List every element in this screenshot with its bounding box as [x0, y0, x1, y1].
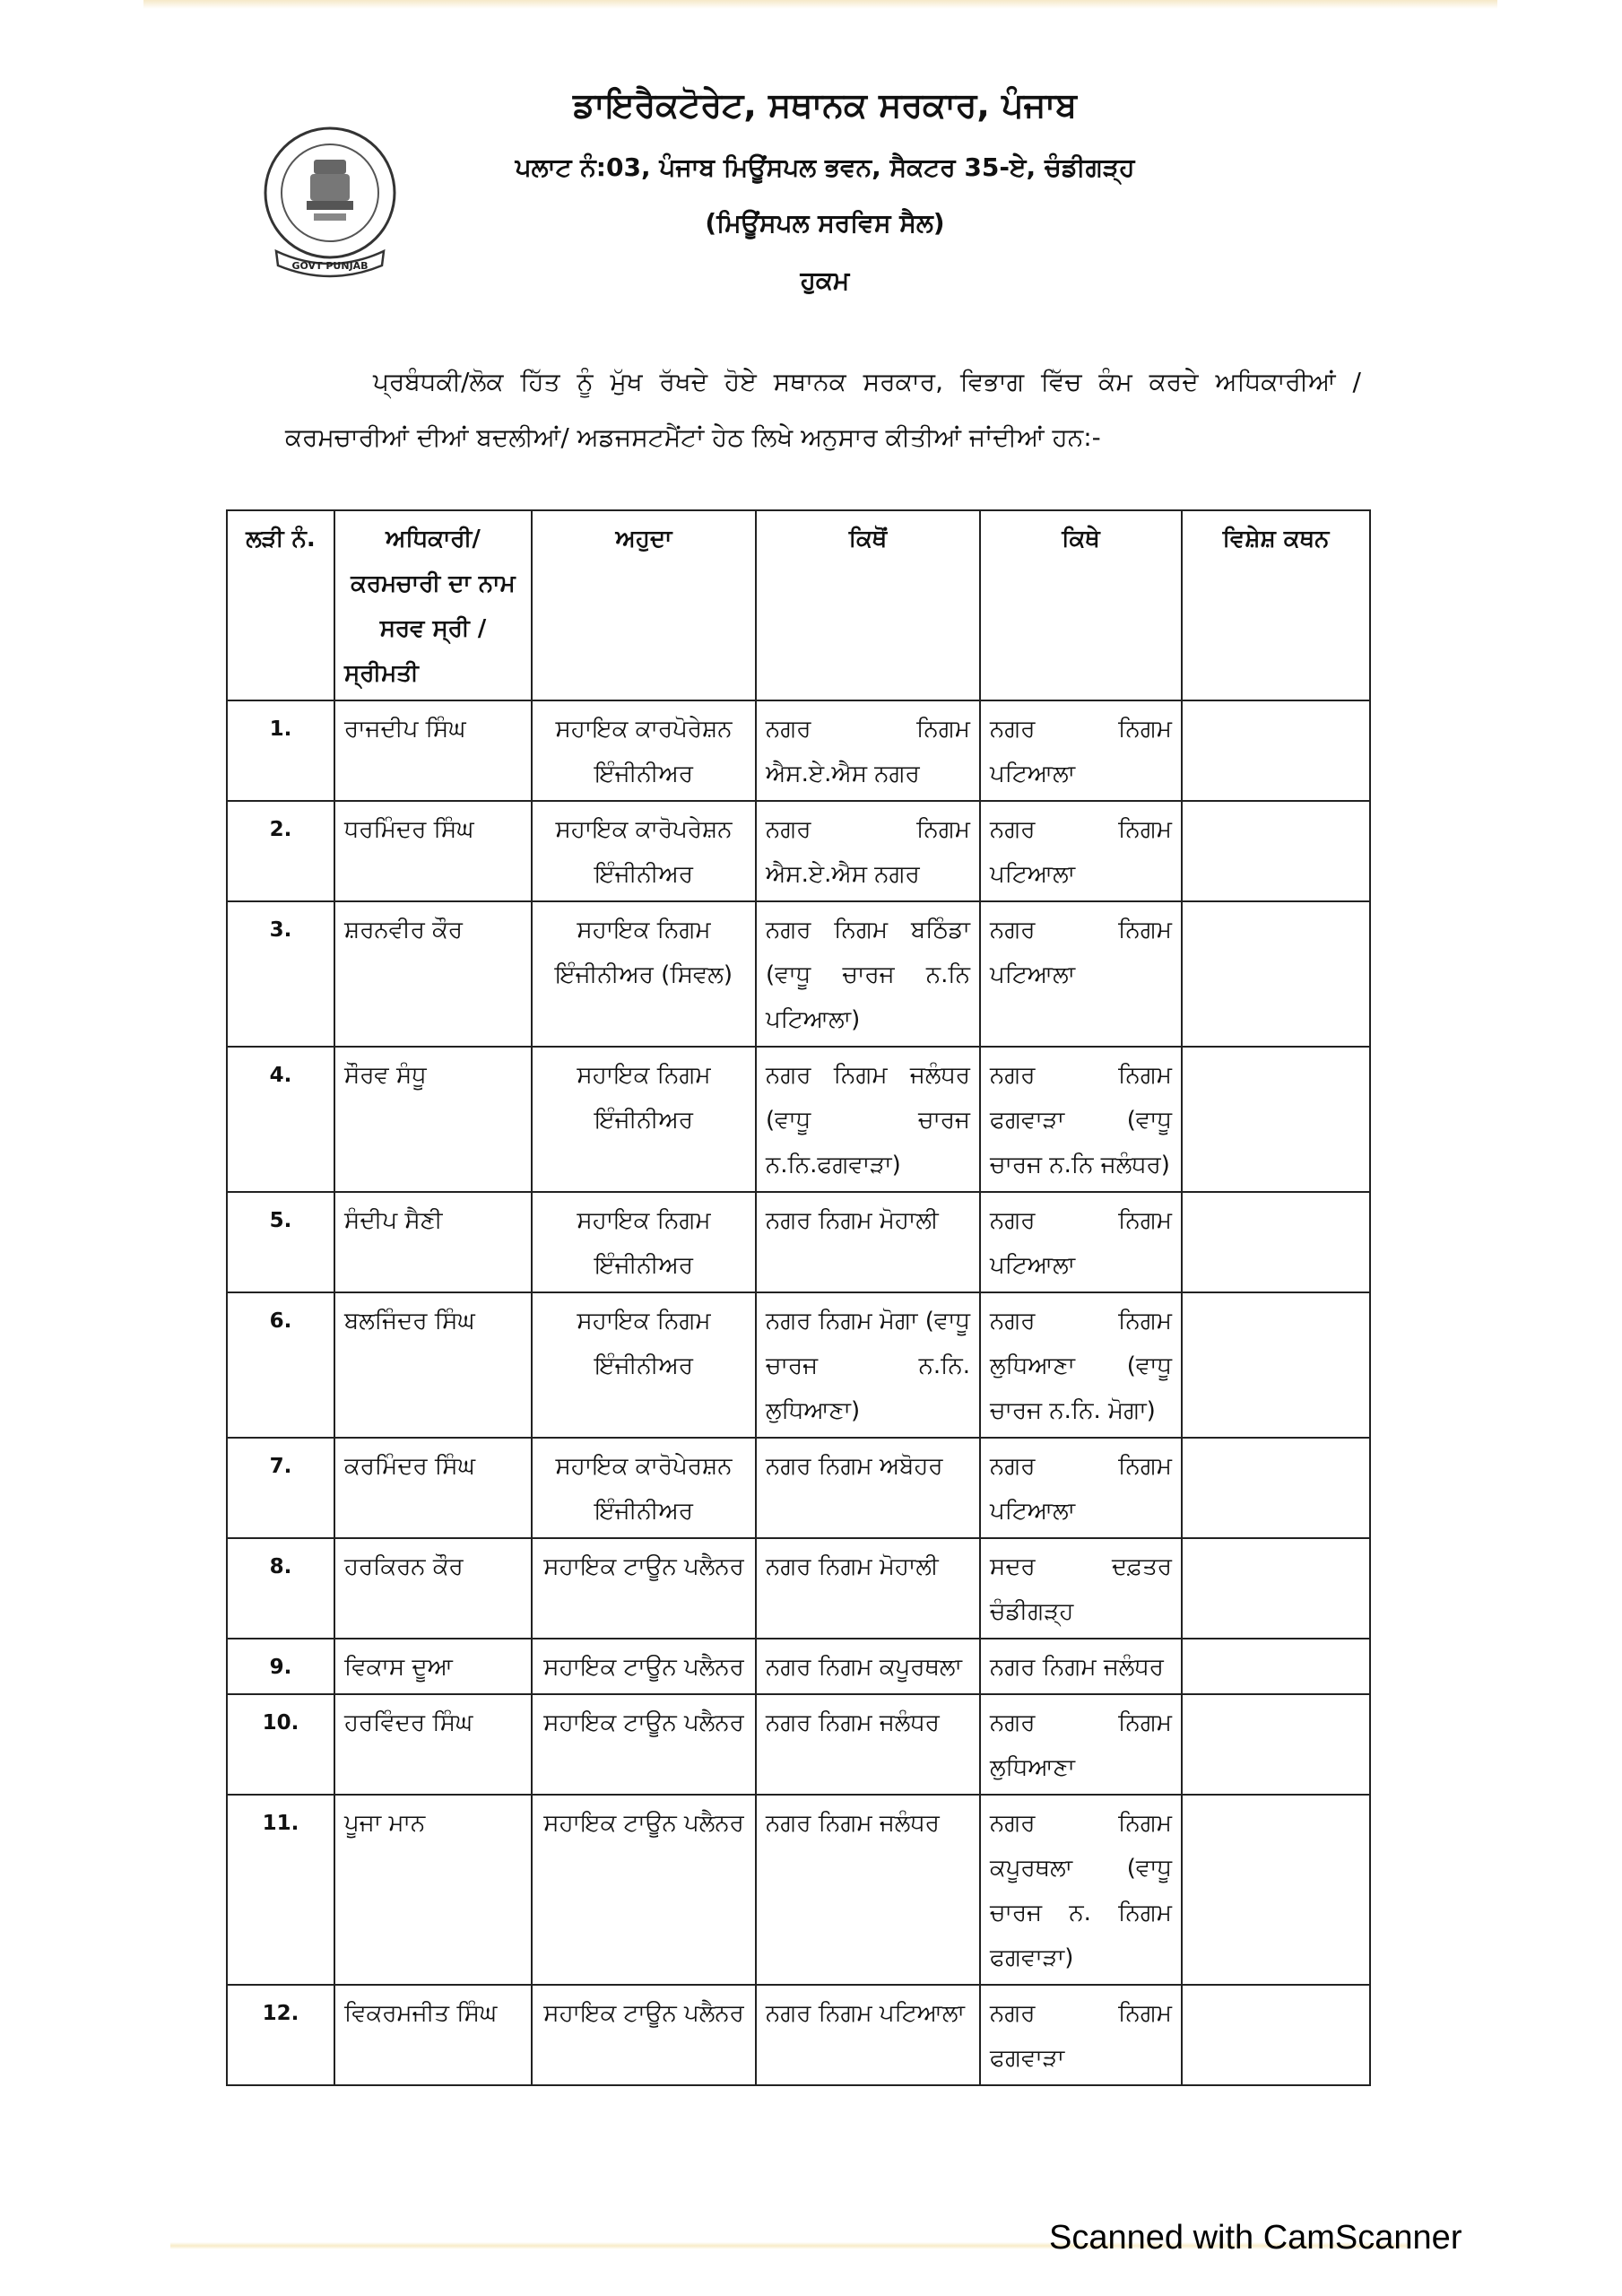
cell-to: ਨਗਰ ਨਿਗਮ ਲੁਧਿਆਣਾ (ਵਾਧੂ ਚਾਰਜ ਨ.ਨਿ. ਮੋਗਾ) [980, 1292, 1182, 1438]
cell-sno: 9. [227, 1639, 334, 1694]
cell-name: ਵਿਕਰਮਜੀਤ ਸਿੰਘ [334, 1985, 532, 2085]
cell-from: ਨਗਰ ਨਿਗਮ ਪਟਿਆਲਾ [756, 1985, 980, 2085]
cell-sno: 12. [227, 1985, 334, 2085]
letterhead-address: ਪਲਾਟ ਨੰ:03, ਪੰਜਾਬ ਮਿਊਂਸਪਲ ਭਵਨ, ਸੈਕਟਰ 35-ਏ, ਚੰਡੀਗੜ੍ਹ [515, 152, 1135, 182]
cell-to: ਨਗਰ ਨਿਗਮ ਪਟਿਆਲਾ [980, 700, 1182, 801]
cell-name: ਸੰਦੀਪ ਸੈਣੀ [334, 1192, 532, 1292]
cell-from: ਨਗਰ ਨਿਗਮ ਮੋਹਾਲੀ [756, 1192, 980, 1292]
camscanner-watermark: Scanned with CamScanner [1049, 2219, 1462, 2257]
cell-from: ਨਗਰ ਨਿਗਮ ਕਪੂਰਥਲਾ [756, 1639, 980, 1694]
cell-remarks [1182, 1438, 1370, 1538]
cell-designation: ਸਹਾਇਕ ਨਿਗਮ ਇੰਜੀਨੀਅਰ [532, 1292, 756, 1438]
cell-sno: 1. [227, 700, 334, 801]
cell-designation: ਸਹਾਇਕ ਕਾਰੋਪੇਰਸ਼ਨ ਇੰਜੀਨੀਅਰ [532, 1438, 756, 1538]
table-row [227, 1192, 1370, 1292]
cell-remarks [1182, 700, 1370, 801]
table-row [227, 700, 1370, 801]
cell-remarks [1182, 1694, 1370, 1795]
cell-sno: 5. [227, 1192, 334, 1292]
cell-from: ਨਗਰ ਨਿਗਮ ਅਬੋਹਰ [756, 1438, 980, 1538]
col-header-designation: ਅਹੁਦਾ [532, 510, 756, 700]
cell-to: ਨਗਰ ਨਿਗਮ ਜਲੰਧਰ [980, 1639, 1182, 1694]
table-row [227, 901, 1370, 1047]
cell-remarks [1182, 901, 1370, 1047]
cell-from: ਨਗਰ ਨਿਗਮ ਬਠਿੰਡਾ (ਵਾਧੂ ਚਾਰਜ ਨ.ਨਿ ਪਟਿਆਲਾ) [756, 901, 980, 1047]
cell-from: ਨਗਰ ਨਿਗਮ ਜਲੰਧਰ [756, 1795, 980, 1985]
table-row [227, 1795, 1370, 1985]
cell-remarks [1182, 1192, 1370, 1292]
cell-name: ਕਰਮਿੰਦਰ ਸਿੰਘ [334, 1438, 532, 1538]
table-row [227, 801, 1370, 901]
cell-from: ਨਗਰ ਨਿਗਮ ਐਸ.ਏ.ਐਸ ਨਗਰ [756, 700, 980, 801]
cell-name: ਵਿਕਾਸ ਦੂਆ [334, 1639, 532, 1694]
table-row [227, 1639, 1370, 1694]
cell-sno: 6. [227, 1292, 334, 1438]
cell-from: ਨਗਰ ਨਿਗਮ ਮੋਹਾਲੀ [756, 1538, 980, 1639]
cell-name: ਬਲਜਿੰਦਰ ਸਿੰਘ [334, 1292, 532, 1438]
cell-sno: 10. [227, 1694, 334, 1795]
cell-to: ਨਗਰ ਨਿਗਮ ਫਗਵਾੜਾ [980, 1985, 1182, 2085]
cell-sno: 2. [227, 801, 334, 901]
cell-name: ਹਰਵਿੰਦਰ ਸਿੰਘ [334, 1694, 532, 1795]
col-header-sno: ਲੜੀ ਨੰ. [227, 510, 334, 700]
cell-designation: ਸਹਾਇਕ ਨਿਗਮ ਇੰਜੀਨੀਅਰ [532, 1192, 756, 1292]
cell-to: ਨਗਰ ਨਿਗਮ ਲੁਧਿਆਣਾ [980, 1694, 1182, 1795]
cell-from: ਨਗਰ ਨਿਗਮ ਐਸ.ਏ.ਐਸ ਨਗਰ [756, 801, 980, 901]
cell-designation: ਸਹਾਇਕ ਕਾਰੋਪਰੇਸ਼ਨ ਇੰਜੀਨੀਅਰ [532, 801, 756, 901]
cell-remarks [1182, 1538, 1370, 1639]
cell-designation: ਸਹਾਇਕ ਨਿਗਮ ਇੰਜੀਨੀਅਰ [532, 1047, 756, 1192]
cell-name: ਸ਼ਰਨਵੀਰ ਕੌਰ [334, 901, 532, 1047]
cell-to: ਨਗਰ ਨਿਗਮ ਪਟਿਆਲਾ [980, 1192, 1182, 1292]
cell-to: ਨਗਰ ਨਿਗਮ ਫਗਵਾੜਾ (ਵਾਧੂ ਚਾਰਜ ਨ.ਨਿ ਜਲੰਧਰ) [980, 1047, 1182, 1192]
letterhead [421, 85, 1228, 296]
cell-to: ਨਗਰ ਨਿਗਮ ਪਟਿਆਲਾ [980, 1438, 1182, 1538]
cell-name: ਪੂਜਾ ਮਾਨ [334, 1795, 532, 1985]
col-header-from: ਕਿਥੋਂ [756, 510, 980, 700]
order-heading: ਹੁਕਮ [800, 265, 850, 295]
table-header-row [227, 510, 1370, 700]
intro-paragraph: ਪ੍ਰਬੰਧਕੀ/ਲੋਕ ਹਿੱਤ ਨੂੰ ਮੁੱਖ ਰੱਖਦੇ ਹੋਏ ਸਥਾਨਕ ਸਰਕਾਰ, ਵਿਭਾਗ ਵਿੱਚ ਕੰਮ ਕਰਦੇ ਅਧਿਕਾਰੀਆਂ / ਕਰਮਚਾਰੀਆਂ ਦੀਆਂ ਬਦਲੀਆਂ/ ਅਡਜਸਟਮੈਂਟਾਂ ਹੇਠ ਲਿਖੇ ਅਨੁਸਾਰ ਕੀਤੀਆਂ ਜਾਂਦੀਆਂ ਹਨ:- [285, 367, 1361, 452]
cell-designation: ਸਹਾਇਕ ਕਾਰਪੋਰੇਸ਼ਨ ਇੰਜੀਨੀਅਰ [532, 700, 756, 801]
cell-name: ਧਰਮਿੰਦਰ ਸਿੰਘ [334, 801, 532, 901]
cell-remarks [1182, 1985, 1370, 2085]
letterhead-title: ਡਾਇਰੈਕਟੋਰੇਟ, ਸਥਾਨਕ ਸਰਕਾਰ, ਪੰਜਾਬ [573, 85, 1077, 125]
cell-remarks [1182, 1639, 1370, 1694]
cell-designation: ਸਹਾਇਕ ਟਾਊਨ ਪਲੈਨਰ [532, 1639, 756, 1694]
table-row [227, 1694, 1370, 1795]
cell-to: ਨਗਰ ਨਿਗਮ ਕਪੂਰਥਲਾ (ਵਾਧੂ ਚਾਰਜ ਨ. ਨਿਗਮ ਫਗਵਾੜਾ) [980, 1795, 1182, 1985]
cell-from: ਨਗਰ ਨਿਗਮ ਜਲੰਧਰ [756, 1694, 980, 1795]
table-row [227, 1047, 1370, 1192]
col-header-remarks: ਵਿਸ਼ੇਸ਼ ਕਥਨ [1182, 510, 1370, 700]
cell-name: ਹਰਕਿਰਨ ਕੌਰ [334, 1538, 532, 1639]
col-header-name: ਅਧਿਕਾਰੀ/ ਕਰਮਚਾਰੀ ਦਾ ਨਾਮ ਸਰਵ ਸ੍ਰੀ /ਸ੍ਰੀਮਤੀ [334, 510, 532, 700]
scan-top-edge [143, 0, 1497, 9]
table-row [227, 1292, 1370, 1438]
table-row [227, 1985, 1370, 2085]
table-row [227, 1538, 1370, 1639]
cell-designation: ਸਹਾਇਕ ਟਾਊਨ ਪਲੈਨਰ [532, 1694, 756, 1795]
col-header-to: ਕਿਥੇ [980, 510, 1182, 700]
cell-designation: ਸਹਾਇਕ ਨਿਗਮ ਇੰਜੀਨੀਅਰ (ਸਿਵਲ) [532, 901, 756, 1047]
cell-designation: ਸਹਾਇਕ ਟਾਊਨ ਪਲੈਨਰ [532, 1538, 756, 1639]
cell-name: ਸੌਰਵ ਸੰਧੂ [334, 1047, 532, 1192]
cell-remarks [1182, 1292, 1370, 1438]
seal-text: GOVT PUNJAB [291, 260, 369, 272]
cell-to: ਨਗਰ ਨਿਗਮ ਪਟਿਆਲਾ [980, 901, 1182, 1047]
cell-sno: 3. [227, 901, 334, 1047]
cell-remarks [1182, 801, 1370, 901]
cell-to: ਸਦਰ ਦਫ਼ਤਰ ਚੰਡੀਗੜ੍ਹ [980, 1538, 1182, 1639]
letterhead-cell: (ਮਿਊਂਸਪਲ ਸਰਵਿਸ ਸੈਲ) [705, 208, 945, 238]
cell-sno: 7. [227, 1438, 334, 1538]
cell-sno: 8. [227, 1538, 334, 1639]
cell-name: ਰਾਜਦੀਪ ਸਿੰਘ [334, 700, 532, 801]
transfer-table [226, 509, 1371, 2086]
cell-from: ਨਗਰ ਨਿਗਮ ਜਲੰਧਰ (ਵਾਧੂ ਚਾਰਜ ਨ.ਨਿ.ਫਗਵਾੜਾ) [756, 1047, 980, 1192]
cell-sno: 11. [227, 1795, 334, 1985]
cell-designation: ਸਹਾਇਕ ਟਾਊਨ ਪਲੈਨਰ [532, 1985, 756, 2085]
table-row [227, 1438, 1370, 1538]
govt-seal [240, 117, 420, 296]
cell-to: ਨਗਰ ਨਿਗਮ ਪਟਿਆਲਾ [980, 801, 1182, 901]
cell-remarks [1182, 1047, 1370, 1192]
govt-seal-graphic [240, 117, 420, 296]
cell-designation: ਸਹਾਇਕ ਟਾਊਨ ਪਲੈਨਰ [532, 1795, 756, 1985]
cell-from: ਨਗਰ ਨਿਗਮ ਮੋਗਾ (ਵਾਧੂ ਚਾਰਜ ਨ.ਨਿ. ਲੁਧਿਆਣਾ) [756, 1292, 980, 1438]
cell-remarks [1182, 1795, 1370, 1985]
cell-sno: 4. [227, 1047, 334, 1192]
